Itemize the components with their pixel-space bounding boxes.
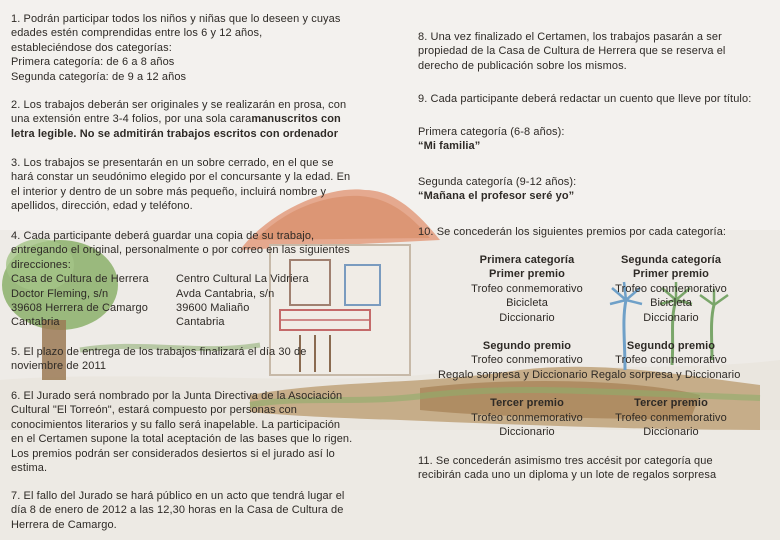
rule-6	[11, 389, 352, 475]
rule-6-line: en el Certamen supone la total aceptación de las bases que lo rigen.	[11, 433, 353, 446]
second-prize-gift: Regalo sorpresa y Diccionario	[438, 368, 588, 381]
third-prize-row	[418, 425, 778, 439]
addresses	[11, 272, 350, 330]
first-prize-item: Diccionario	[643, 311, 699, 324]
rule-3-line: el interior y dentro de un sobre más pequeño, incluirá nombre y	[11, 185, 327, 198]
rule-2	[11, 98, 346, 141]
first-prize-label: Primer premio	[633, 268, 709, 281]
first-prize-item: Trofeo conmemorativo	[471, 282, 583, 295]
rule-3	[11, 156, 350, 214]
rule-1-line: estableciéndose dos categorías:	[11, 41, 172, 54]
first-prize-item: Trofeo conmemorativo	[615, 282, 727, 295]
rule-4-line: entregando el original, personalmente o por correo en las siguientes	[11, 244, 350, 257]
third-prize-row	[418, 411, 778, 425]
address-line: Cantabria	[11, 316, 60, 329]
address-line: Avda Cantabria, s/n	[176, 287, 275, 300]
rule-3-line: apellidos, dirección, edad y teléfono.	[11, 200, 193, 213]
rule-5	[11, 345, 306, 374]
rule-6-line: estima.	[11, 462, 48, 475]
rule-6-line: conocimientos literarios y su fallo será inapelable. La participación	[11, 418, 341, 431]
third-prize-label: Tercer premio	[490, 397, 564, 410]
address-centro-cultural	[176, 272, 309, 330]
second-prize-row	[418, 353, 778, 367]
rule-1-line: Segunda categoría: de 9 a 12 años	[11, 70, 187, 83]
rule-4-line: direcciones:	[11, 258, 71, 271]
rule-5-line: noviembre de 2011	[11, 360, 107, 373]
third-prize-item: Trofeo conmemorativo	[471, 411, 583, 424]
rule-11	[418, 454, 716, 483]
address-casa-cultura	[11, 272, 176, 330]
second-prize-gift-row	[438, 368, 778, 382]
address-line: Casa de Cultura de Herrera	[11, 273, 149, 286]
rule-1-line: 1. Podrán participar todos los niños y niñas que lo deseen y cuyas	[11, 13, 341, 25]
category-2-title: “Mañana el profesor seré yo”	[418, 190, 575, 203]
first-prize-row	[418, 282, 778, 296]
third-prize-item: Trofeo conmemorativo	[615, 411, 727, 424]
rule-8-line: 8. Una vez finalizado el Certamen, los trabajos pasarán a ser	[418, 31, 722, 43]
category-1-theme	[418, 125, 565, 154]
rule-7-line: día 8 de enero de 2012 a las 12,30 horas en la Casa de Cultura de	[11, 504, 344, 517]
first-prize-item: Bicicleta	[506, 297, 548, 310]
rule-2-bold-inline: manuscritos con	[251, 113, 341, 126]
rule-8-line: propiedad de la Casa de Cultura de Herrera que se reserva el	[418, 45, 726, 58]
second-prize-trophy: Trofeo conmemorativo	[471, 354, 583, 367]
rule-4-line: 4. Cada participante deberá guardar una copia de su trabajo,	[11, 230, 315, 242]
category-2-theme	[418, 175, 576, 204]
first-prize-label: Primer premio	[489, 268, 565, 281]
first-prize-row	[418, 296, 778, 310]
rule-2-line: 2. Los trabajos deberán ser originales y se realizarán en prosa, con	[11, 99, 347, 111]
second-prize-trophy: Trofeo conmemorativo	[615, 354, 727, 367]
category-2-label: Segunda categoría (9-12 años):	[418, 176, 577, 188]
address-line: 39608 Herrera de Camargo	[11, 302, 148, 315]
rule-9: 9. Cada participante deberá redactar un cuento que lleve por título:	[418, 93, 752, 105]
rule-4	[11, 229, 350, 330]
second-prize-label: Segundo premio	[626, 340, 716, 353]
address-line: Cantabria	[176, 316, 225, 329]
third-prize-label-row	[418, 396, 778, 410]
rule-1-line: Primera categoría: de 6 a 8 años	[11, 56, 175, 69]
first-prize-item: Diccionario	[499, 311, 555, 324]
rule-8	[418, 30, 725, 73]
address-line: Centro Cultural La Vidriera	[176, 273, 309, 286]
rule-2-line: una extensión entre 3-4 folios, por una sola cara	[11, 113, 252, 126]
address-line: Doctor Fleming, s/n	[11, 287, 109, 300]
rule-7	[11, 489, 344, 532]
prizes-header-row	[418, 253, 778, 267]
second-prize-label: Segundo premio	[482, 340, 572, 353]
prizes-col1-head: Primera categoría	[479, 254, 575, 266]
category-1-title: “Mi familia”	[418, 140, 481, 153]
rule-2-line-mixed	[11, 112, 346, 126]
rule-7-line: Herrera de Camargo.	[11, 518, 117, 531]
rule-1	[11, 12, 340, 84]
first-prize-label-row	[418, 267, 778, 281]
third-prize-label: Tercer premio	[634, 397, 708, 410]
rule-1-line: edades estén comprendidas entre los 6 y 12 años,	[11, 27, 263, 40]
prizes-col2-head: Segunda categoría	[620, 254, 722, 266]
third-prize-item: Diccionario	[499, 426, 555, 439]
rule-11-line: recibirán cada uno un diploma y un lote de regalos sorpresa	[418, 469, 717, 482]
rule-5-line: 5. El plazo de entrega de los trabajos finalizará el día 30 de	[11, 346, 307, 358]
rule-6-line: 6. El Jurado será nombrado por la Junta Directiva de la Asociación	[11, 390, 343, 402]
rule-11-line: 11. Se concederán asimismo tres accésit por categoría que	[418, 455, 713, 467]
rule-10: 10. Se concederán los siguientes premios por cada categoría:	[418, 226, 727, 238]
rule-6-line: Los premios podrán ser considerados desiertos si el jurado así lo	[11, 447, 335, 460]
second-prize-gift: Regalo sorpresa y Diccionario	[590, 368, 741, 381]
rule-6-line: Cultural "El Torreón", estará compuesto por personas con	[11, 404, 297, 417]
rule-3-line: 3. Los trabajos se presentarán en un sobre cerrado, en el que se	[11, 157, 334, 169]
rule-8-line: derecho de publicación sobre los mismos.	[418, 59, 627, 72]
first-prize-row	[418, 311, 778, 325]
rule-2-bold-line: letra legible. No se admitirán trabajos escritos con ordenador	[11, 127, 339, 140]
rule-3-line: hará constar un seudónimo elegido por el concursante y la edad. En	[11, 171, 351, 184]
address-line: 39600 Maliaño	[176, 302, 250, 315]
rule-7-line: 7. El fallo del Jurado se hará público en un acto que tendrá lugar el	[11, 490, 345, 502]
first-prize-item: Bicicleta	[650, 297, 692, 310]
category-1-label: Primera categoría (6-8 años):	[418, 126, 565, 138]
prizes-table	[418, 253, 778, 439]
third-prize-item: Diccionario	[643, 426, 699, 439]
second-prize-label-row	[418, 339, 778, 353]
